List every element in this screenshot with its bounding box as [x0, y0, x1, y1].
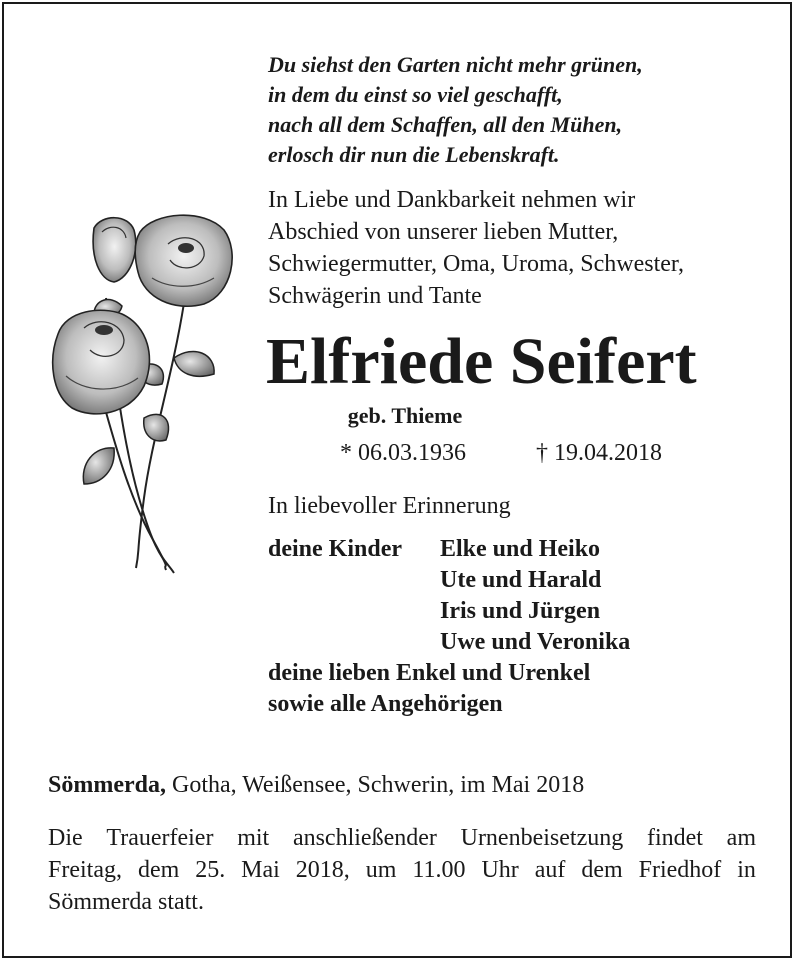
- word: in: [737, 857, 756, 883]
- intro-line: Schwägerin und Tante: [268, 283, 482, 309]
- child-couple: Elke und Heiko: [440, 536, 601, 562]
- word: 11.00: [412, 857, 466, 883]
- deceased-name: Elfriede Seifert: [266, 325, 697, 398]
- poem-line: Du siehst den Garten nicht mehr grünen,: [268, 52, 643, 77]
- place-date-line: [48, 772, 584, 799]
- funeral-line-3: Sömmerda statt.: [48, 889, 204, 915]
- intro-line: In Liebe und Dankbarkeit nehmen wir: [268, 187, 636, 213]
- children-row: [268, 534, 630, 565]
- poem: [268, 50, 643, 170]
- roses-illustration: [44, 208, 244, 580]
- word: Urnenbeisetzung: [460, 825, 624, 851]
- word: Mai: [241, 857, 280, 883]
- memory-line: In liebevoller Erinnerung: [268, 493, 511, 519]
- other-places: Gotha, Weißensee, Schwerin, im Mai 2018: [171, 772, 585, 798]
- word: Freitag,: [48, 857, 122, 883]
- intro-line: Schwiegermutter, Oma, Uroma, Schwester,: [268, 251, 684, 277]
- word: Trauerfeier: [106, 825, 214, 851]
- death-date: † 19.04.2018: [536, 440, 662, 466]
- word: dem: [581, 857, 623, 883]
- children-label: deine Kinder: [268, 536, 403, 562]
- word: 25.: [195, 857, 226, 883]
- funeral-info: [48, 822, 756, 918]
- poem-line: erlosch dir nun die Lebenskraft.: [268, 142, 560, 167]
- word: auf: [534, 857, 566, 883]
- child-couple: Iris und Jürgen: [440, 598, 601, 624]
- word: anschließender: [292, 825, 437, 851]
- word: 2018,: [295, 857, 350, 883]
- word: mit: [237, 825, 270, 851]
- birth-date: * 06.03.1936: [340, 440, 466, 466]
- mourners-list: [268, 534, 630, 720]
- word: Die: [48, 825, 83, 851]
- word: findet: [646, 825, 703, 851]
- funeral-line-2: [48, 854, 756, 886]
- intro-line: Abschied von unserer lieben Mutter,: [268, 219, 619, 245]
- word: am: [726, 825, 756, 851]
- child-couple: Ute und Harald: [440, 567, 602, 593]
- funeral-line-1: [48, 822, 756, 854]
- maiden-name: geb. Thieme: [347, 403, 463, 428]
- main-place: Sömmerda,: [48, 772, 166, 798]
- relatives-line: sowie alle Angehörigen: [268, 691, 503, 717]
- intro-text: [268, 184, 684, 312]
- word: dem: [137, 857, 180, 883]
- word: Uhr: [481, 857, 519, 883]
- child-couple: Uwe und Veronika: [440, 629, 631, 655]
- poem-line: in dem du einst so viel geschafft,: [268, 82, 563, 107]
- grandchildren-line: deine lieben Enkel und Urenkel: [268, 660, 591, 686]
- word: um: [365, 857, 397, 883]
- poem-line: nach all dem Schaffen, all den Mühen,: [268, 112, 623, 137]
- word: Friedhof: [638, 857, 722, 883]
